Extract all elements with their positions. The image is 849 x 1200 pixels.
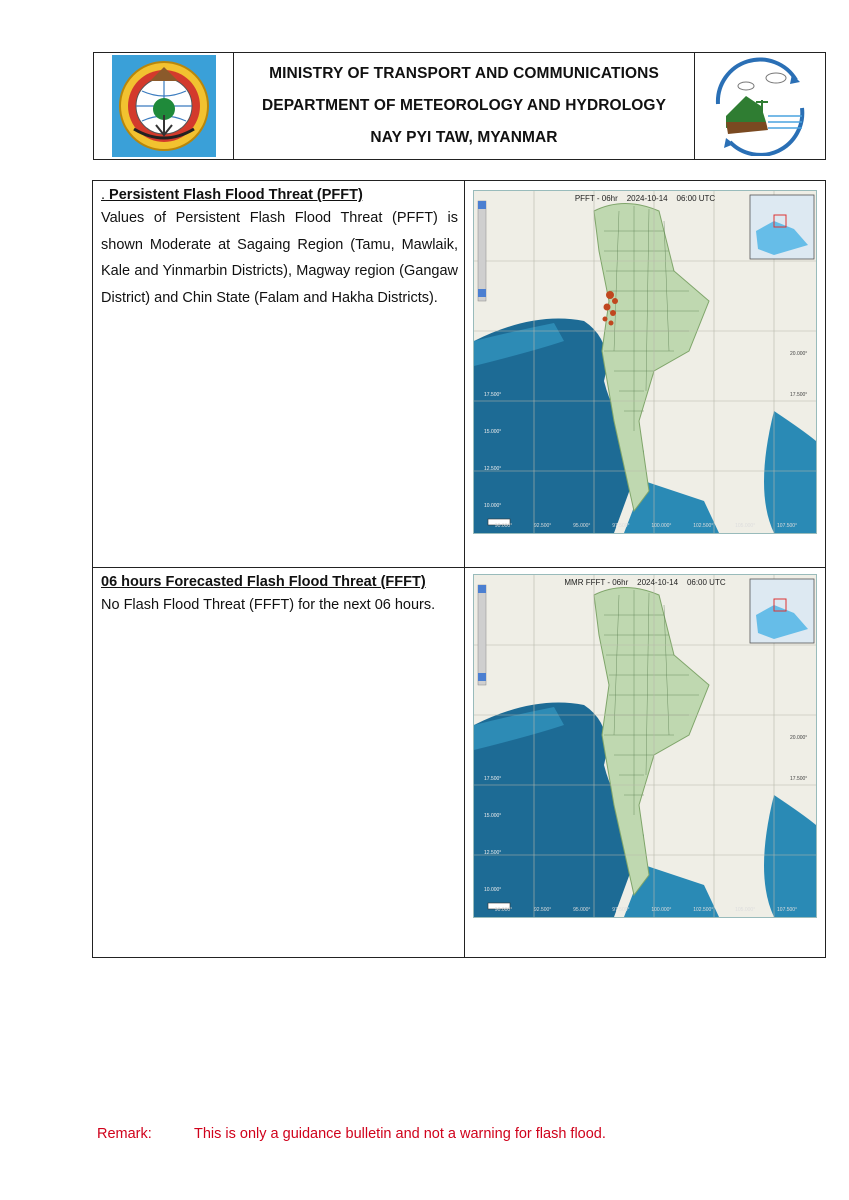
ffft-map-graphic: [474, 575, 816, 917]
ffft-right-lat-2: 17.500°: [790, 776, 808, 782]
pfft-lon-3: 95.000°: [573, 523, 591, 529]
pfft-lat-1: 17.500°: [484, 392, 502, 398]
ffft-map-caption: [474, 578, 816, 587]
ffft-body: No Flash Flood Threat (FFFT) for the next 06 hours.: [101, 597, 436, 613]
ffft-text-cell: [93, 568, 465, 957]
ffft-lat-1: 17.500°: [484, 776, 502, 782]
ministry-emblem-cell: [94, 53, 234, 159]
ffft-lat-4: 10.000°: [484, 887, 502, 893]
pfft-lon-6: 102.500°: [693, 523, 714, 529]
ffft-lon-5: 100.000°: [651, 907, 672, 913]
pfft-map-graphic: [474, 191, 816, 533]
ffft-lon-labels: [484, 907, 808, 913]
pfft-time: 06:00 UTC: [676, 194, 716, 203]
remark: [97, 1126, 606, 1142]
pfft-body: Values of Persistent Flash Flood Threat (PFFT) is shown Moderate at Sagaing Region (Tamu, Mawlaik, Kale and Yinmarbin Districts), Magway region (Gangaw District) and Chin State (Falam and Hakha Districts).: [101, 210, 458, 306]
remark-text: This is only a guidance bulletin and not a warning for flash flood.: [194, 1126, 606, 1142]
ffft-lon-6: 102.500°: [693, 907, 714, 913]
ffft-lon-4: 97.500°: [612, 907, 630, 913]
ffft-map: [473, 574, 817, 918]
ministry-emblem-icon: [112, 55, 216, 157]
pfft-lon-8: 107.500°: [777, 523, 798, 529]
pfft-right-lat-2: 17.500°: [790, 392, 808, 398]
pfft-date: 2024-10-14: [626, 194, 668, 203]
letterhead-text: [234, 53, 695, 159]
pfft-lon-7: 105.000°: [735, 523, 756, 529]
hydrological-cycle-icon: [706, 56, 814, 156]
pfft-map-cell: [465, 181, 825, 567]
pfft-lat-3: 12.500°: [484, 466, 502, 472]
bulletin-table: [92, 180, 826, 958]
location: NAY PYI TAW, MYANMAR: [370, 129, 558, 146]
pfft-row: [93, 181, 825, 568]
ffft-row: [93, 568, 825, 957]
pfft-title: [101, 187, 458, 203]
ffft-lat-2: 15.000°: [484, 813, 502, 819]
ffft-lon-3: 95.000°: [573, 907, 591, 913]
pfft-lat-2: 15.000°: [484, 429, 502, 435]
pfft-lon-5: 100.000°: [651, 523, 672, 529]
remark-label: Remark:: [97, 1126, 152, 1142]
pfft-lon-4: 97.500°: [612, 523, 630, 529]
ministry-name: MINISTRY OF TRANSPORT AND COMMUNICATIONS: [269, 65, 659, 82]
pfft-right-lat-1: 20.000°: [790, 351, 808, 357]
ffft-lon-7: 105.000°: [735, 907, 756, 913]
pfft-lon-1: 90.000°: [494, 523, 513, 529]
pfft-map-caption: [474, 194, 816, 203]
ffft-map-cell: [465, 568, 825, 957]
pfft-product: PFFT - 06hr: [574, 194, 618, 203]
department-name: DEPARTMENT OF METEOROLOGY AND HYDROLOGY: [261, 97, 667, 114]
pfft-title-prefix: .: [101, 187, 106, 203]
pfft-lat-4: 10.000°: [484, 503, 502, 509]
letterhead: [93, 52, 826, 160]
pfft-lon-labels: [484, 523, 808, 529]
ffft-lon-8: 107.500°: [777, 907, 798, 913]
ffft-lat-3: 12.500°: [484, 850, 502, 856]
pfft-map: [473, 190, 817, 534]
pfft-title-text: Persistent Flash Flood Threat (PFFT): [105, 187, 363, 203]
ffft-lon-1: 90.000°: [494, 907, 513, 913]
ffft-date: 2024-10-14: [637, 578, 679, 587]
pfft-text-cell: [93, 181, 465, 567]
ffft-product: MMR FFFT - 06hr: [564, 578, 629, 587]
ffft-right-lat-1: 20.000°: [790, 735, 808, 741]
ffft-title: 06 hours Forecasted Flash Flood Threat (FFFT): [101, 574, 426, 590]
pfft-lon-2: 92.500°: [534, 523, 552, 529]
ffft-lon-2: 92.500°: [534, 907, 552, 913]
hydrology-logo-cell: [695, 53, 825, 159]
ffft-time: 06:00 UTC: [686, 578, 726, 587]
